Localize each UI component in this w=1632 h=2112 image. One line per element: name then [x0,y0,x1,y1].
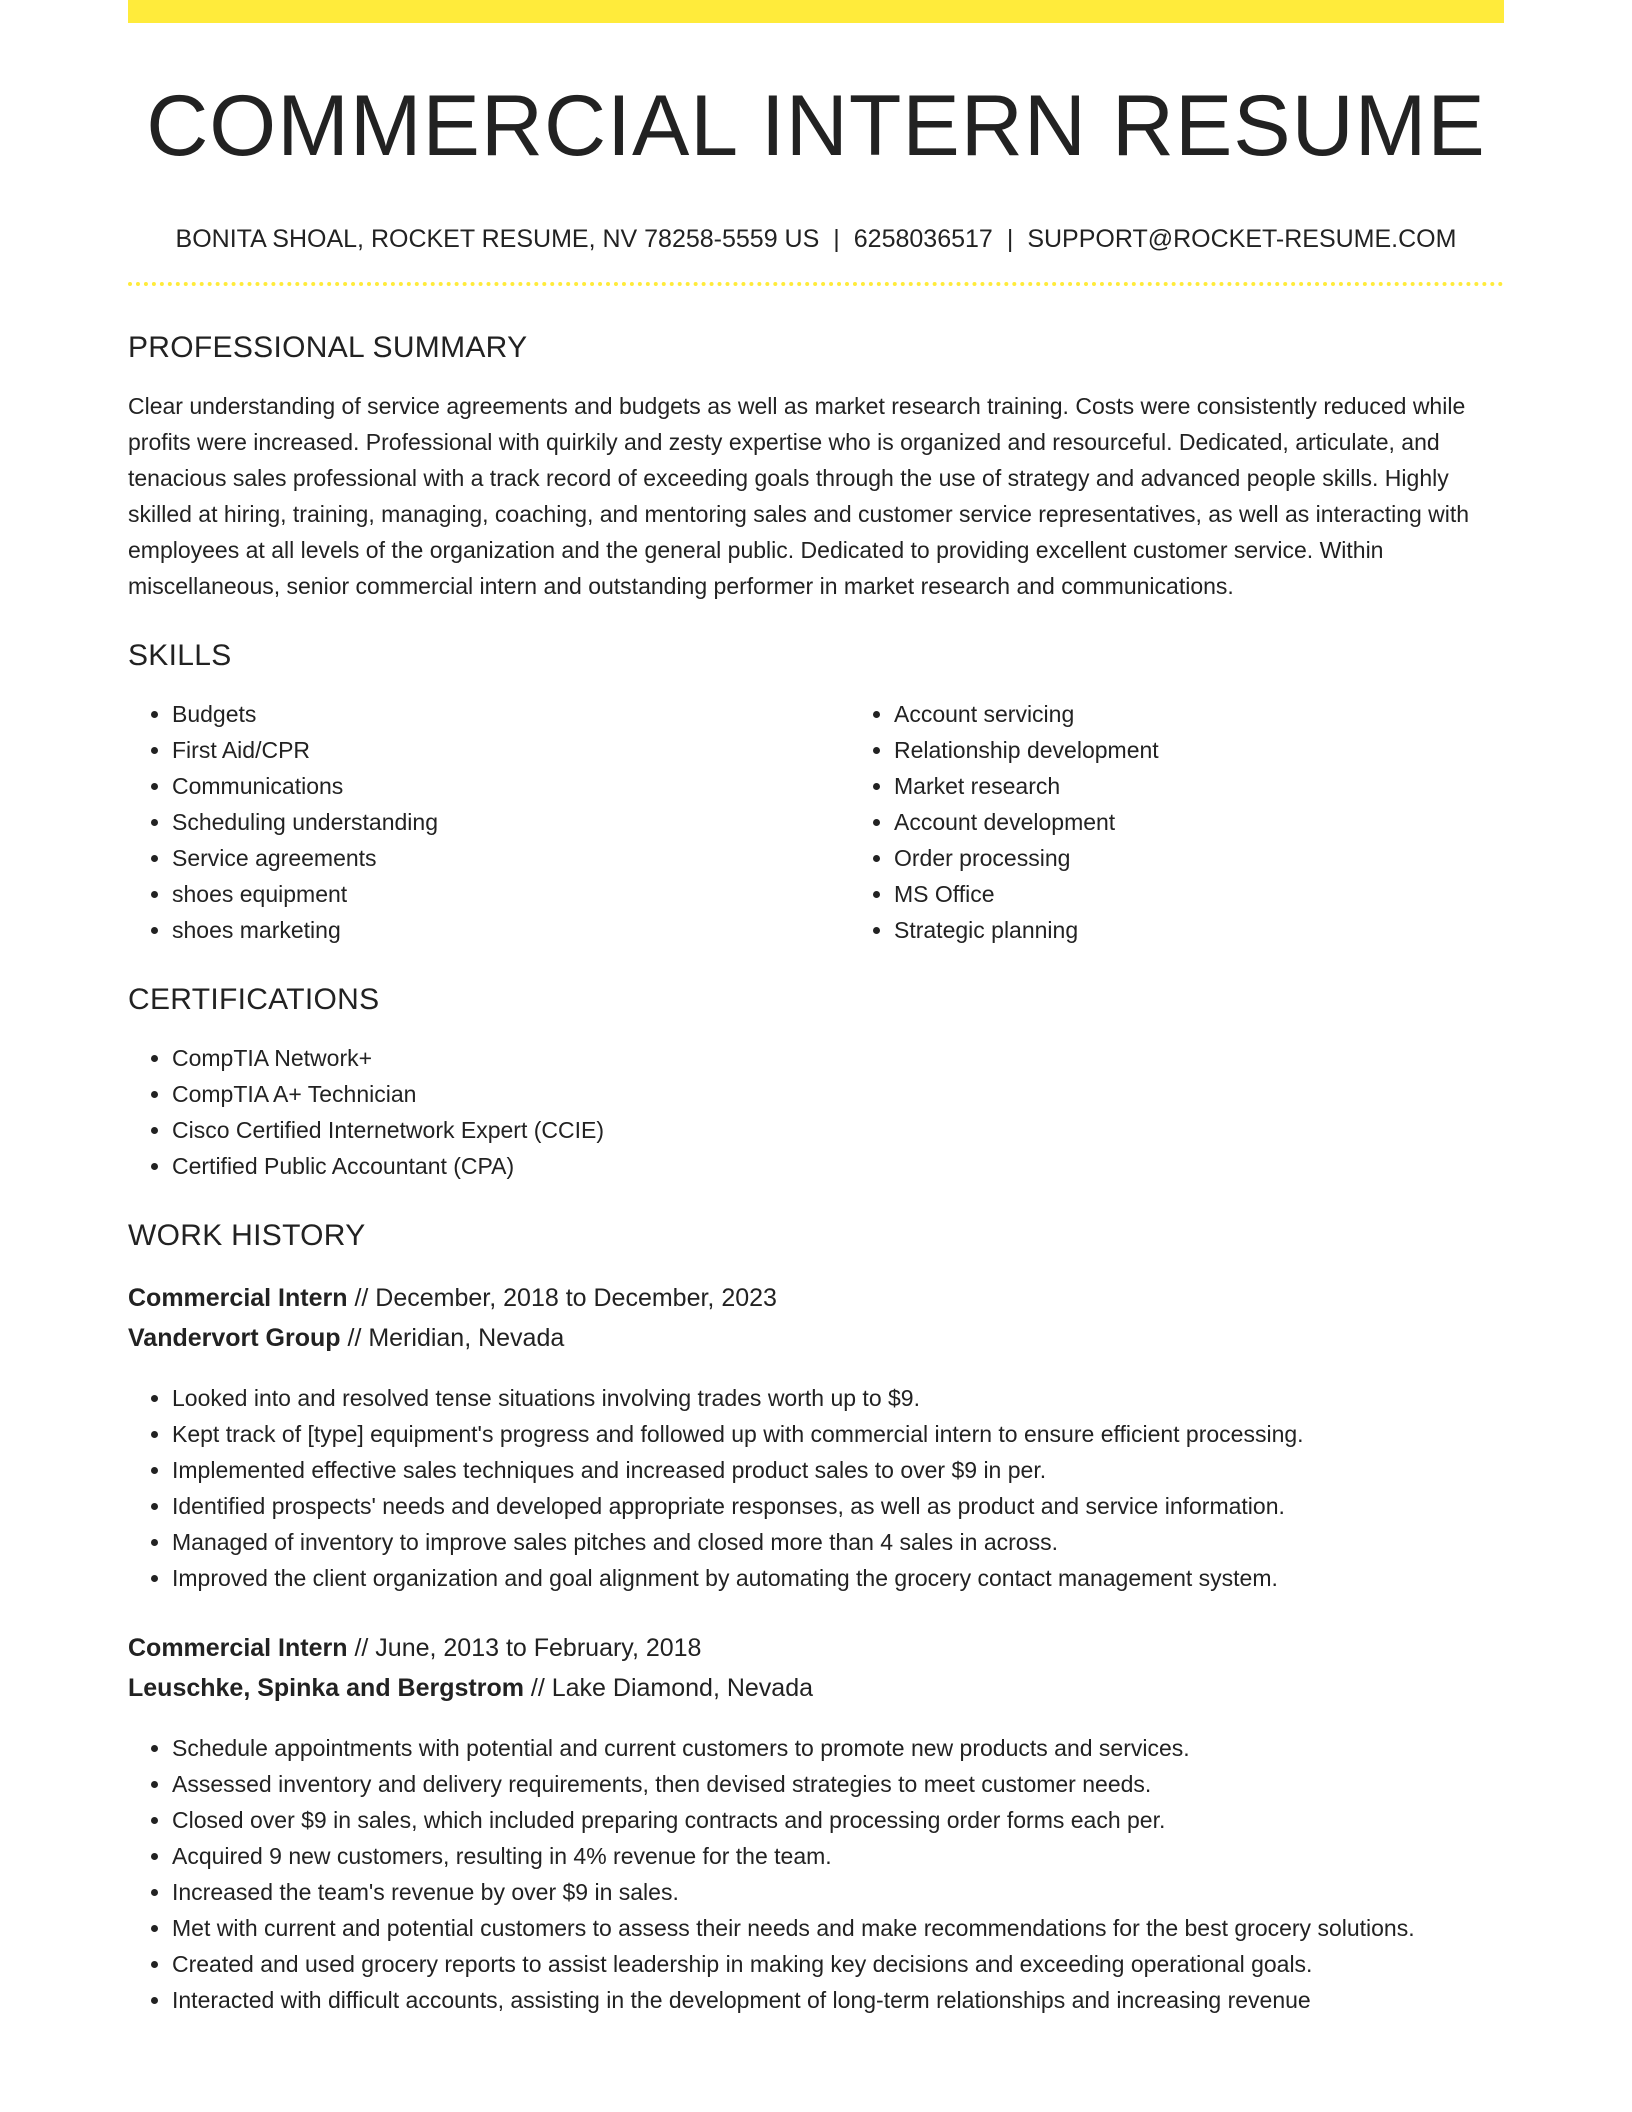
job-bullet: • Met with current and potential customers to assess their needs and make recommendations for the best grocery solutions. [172,1910,1504,1946]
skills-heading: SKILLS [128,638,232,672]
job-bullet: • Interacted with difficult accounts, assisting in the development of long-term relationships and increasing revenue [172,1982,1504,2018]
job-bullet: • Looked into and resolved tense situations involving trades worth up to $9. [172,1380,1504,1416]
work-history-heading: WORK HISTORY [128,1218,366,1252]
contact-line [128,224,1504,254]
job-bullet: • Implemented effective sales techniques and increased product sales to over $9 in per. [172,1452,1504,1488]
job-bullet: • Created and used grocery reports to assist leadership in making key decisions and exceeding operational goals. [172,1946,1504,1982]
skill-item: • Account development [894,804,1572,840]
job-company-line [128,1668,1504,1708]
job-company: Leuschke, Spinka and Bergstrom [128,1673,524,1702]
job-title-line [128,1628,1504,1668]
summary-text: Clear understanding of service agreements and budgets as well as market research training. Costs were consistently reduced while profits were increased. Professional with quirkily and zesty expertise who is organized and resourceful. Dedicated, articulate, and tenacious sales professional with a track record of exceeding goals through the use of strategy and advanced people skills. Highly skilled at hiring, training, managing, coaching, and mentoring sales and customer service representatives, as well as interacting with employees at all levels of the organization and the general public. Dedicated to providing excellent customer service. Within miscellaneous, senior commercial intern and outstanding performer in market research and communications. [128,392,1470,599]
skill-item: • MS Office [894,876,1572,912]
job-dates: // June, 2013 to February, 2018 [347,1633,702,1662]
accent-top-bar [128,0,1504,23]
job-company: Vandervort Group [128,1323,341,1352]
job-bullet: • Assessed inventory and delivery requirements, then devised strategies to meet customer needs. [172,1766,1504,1802]
job-bullet: • Managed of inventory to improve sales pitches and closed more than 4 sales in across. [172,1524,1504,1560]
job-bullet: • Schedule appointments with potential and current customers to promote new products and services. [172,1730,1504,1766]
skill-item: • Strategic planning [894,912,1572,948]
contact-email: SUPPORT@ROCKET-RESUME.COM [1027,224,1457,253]
job-bullet: • Acquired 9 new customers, resulting in 4% revenue for the team. [172,1838,1504,1874]
skill-item: • Communications [172,768,850,804]
job-bullet: • Closed over $9 in sales, which included preparing contracts and processing order forms each per. [172,1802,1504,1838]
certification-item: • Certified Public Accountant (CPA) [172,1148,1504,1184]
contact-separator: | [833,224,840,253]
contact-phone: 6258036517 [853,224,993,253]
skill-item: • Market research [894,768,1572,804]
contact-separator: | [1006,224,1014,253]
skill-item: • shoes marketing [172,912,850,948]
skill-item: • Scheduling understanding [172,804,850,840]
skills-grid [128,696,1504,948]
skills-list-right [850,696,1572,948]
job-location: // Meridian, Nevada [340,1323,565,1352]
job-bullet: • Identified prospects' needs and developed appropriate responses, as well as product and service information. [172,1488,1504,1524]
dotted-divider [128,282,1504,286]
job-title-line [128,1278,1504,1318]
resume-title: COMMERCIAL INTERN RESUME [146,78,1486,174]
skill-item: • Order processing [894,840,1572,876]
contact-address: BONITA SHOAL, ROCKET RESUME, NV 78258-5559 US [175,224,820,253]
skill-item: • Account servicing [894,696,1572,732]
job-company-line [128,1318,1504,1358]
job-location: // Lake Diamond, Nevada [523,1673,814,1702]
job-title: Commercial Intern [128,1283,348,1312]
certification-item: • CompTIA A+ Technician [172,1076,1504,1112]
job-bullet: • Kept track of [type] equipment's progress and followed up with commercial intern to ensure efficient processing. [172,1416,1504,1452]
certification-item: • CompTIA Network+ [172,1040,1504,1076]
resume-page [128,0,1504,2018]
job-bullet: • Improved the client organization and goal alignment by automating the grocery contact management system. [172,1560,1504,1596]
job-bullets [128,1730,1504,2018]
skill-item: • First Aid/CPR [172,732,850,768]
skill-item: • Service agreements [172,840,850,876]
skills-list-left [128,696,850,948]
skill-item: • Relationship development [894,732,1572,768]
summary-heading: PROFESSIONAL SUMMARY [128,330,528,364]
skill-item: • shoes equipment [172,876,850,912]
job-bullets [128,1380,1504,1596]
certifications-heading: CERTIFICATIONS [128,982,380,1016]
job-bullet: • Increased the team's revenue by over $9 in sales. [172,1874,1504,1910]
job-title: Commercial Intern [128,1633,348,1662]
job-dates: // December, 2018 to December, 2023 [347,1283,777,1312]
certifications-list [128,1040,1504,1184]
skill-item: • Budgets [172,696,850,732]
certification-item: • Cisco Certified Internetwork Expert (CCIE) [172,1112,1504,1148]
